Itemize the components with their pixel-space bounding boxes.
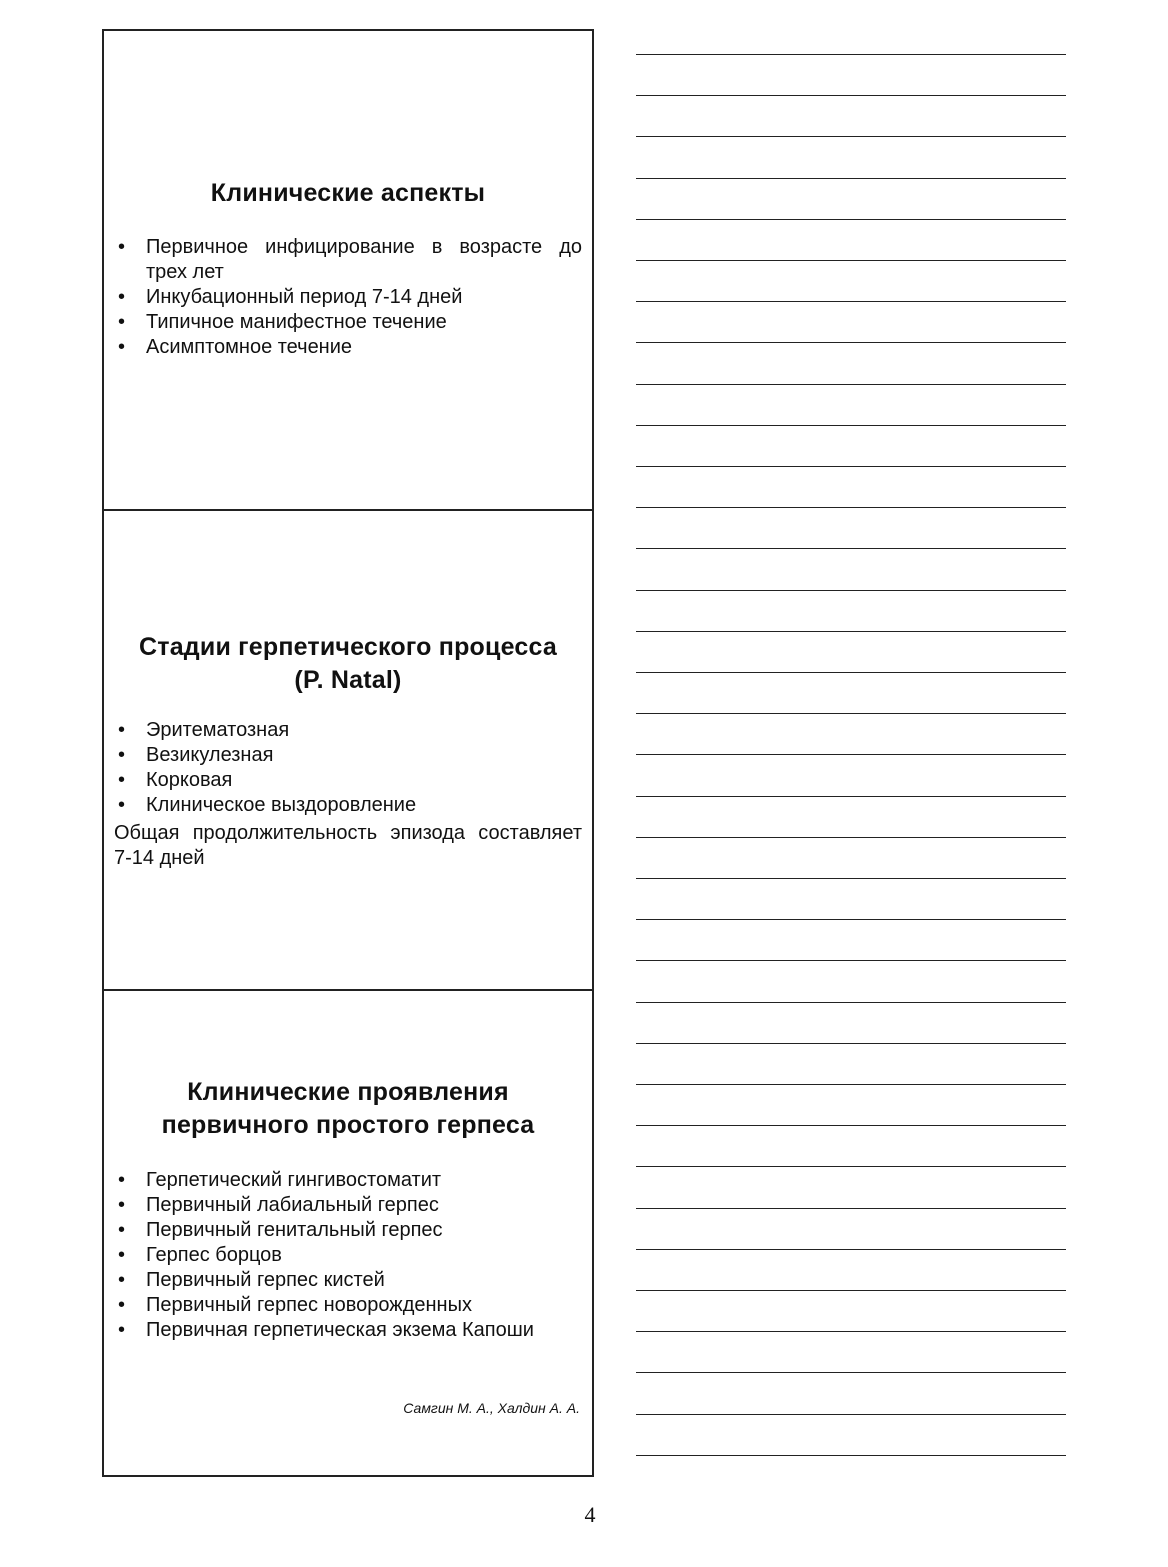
slide-herpes-stages: [104, 509, 592, 989]
slide-title-line-1: Стадии герпетического процесса: [139, 633, 557, 661]
list-item: • Корковая: [114, 768, 582, 793]
note-line: [636, 219, 1066, 220]
note-line: [636, 919, 1066, 920]
bullet-list: [114, 235, 582, 360]
note-line: [636, 878, 1066, 879]
list-item: • Первичный лабиальный герпес: [114, 1193, 582, 1218]
slide-title: [104, 631, 592, 697]
list-item: • Типичное манифестное течение: [114, 310, 582, 335]
note-line: [636, 136, 1066, 137]
page-number: 4: [584, 1502, 596, 1527]
list-item: • Первичный генитальный герпес: [114, 1218, 582, 1243]
slide-clinical-aspects: [104, 31, 592, 509]
slide-author: Самгин М. А., Халдин А. А.: [403, 1400, 580, 1416]
list-item: • Асимптомное течение: [114, 335, 582, 360]
bullet-list: [114, 1168, 582, 1343]
note-line: [636, 425, 1066, 426]
list-item: • Первичный герпес кистей: [114, 1268, 582, 1293]
note-line: [636, 1372, 1066, 1373]
note-line: [636, 960, 1066, 961]
note-line: [636, 1084, 1066, 1085]
slide-title-line-2: первичного простого герпеса: [161, 1111, 535, 1139]
note-line: [636, 466, 1066, 467]
slide-title-line-1: Клинические проявления: [187, 1078, 509, 1106]
list-item: • Первичная герпетическая экзема Капоши: [114, 1318, 582, 1343]
list-item: • Первичное инфицирование в возрасте до трех лет: [114, 235, 582, 285]
slide-primary-herpes-manifestations: [104, 989, 592, 1475]
list-item: • Клиническое выздоровление: [114, 793, 582, 818]
slides-column: [102, 29, 594, 1477]
note-line: [636, 672, 1066, 673]
note-line: [636, 1208, 1066, 1209]
note-line: [636, 301, 1066, 302]
note-line: [636, 54, 1066, 55]
note-line: [636, 384, 1066, 385]
list-item: • Везикулезная: [114, 743, 582, 768]
note-line: [636, 796, 1066, 797]
slide-title: [104, 1076, 592, 1142]
note-line: [636, 178, 1066, 179]
list-item: • Герпетический гингивостоматит: [114, 1168, 582, 1193]
note-line: [636, 1331, 1066, 1332]
note-line: [636, 1290, 1066, 1291]
note-line: [636, 1414, 1066, 1415]
note-line: [636, 1002, 1066, 1003]
notes-lines: [636, 0, 1066, 1567]
note-line: [636, 95, 1066, 96]
episode-duration-note: Общая продолжительность эпизода составляет 7-14 дней: [114, 822, 582, 869]
note-line: [636, 1043, 1066, 1044]
note-line: [636, 590, 1066, 591]
note-line: [636, 837, 1066, 838]
note-line: [636, 260, 1066, 261]
note-line: [636, 342, 1066, 343]
note-line: [636, 548, 1066, 549]
note-line: [636, 754, 1066, 755]
note-line: [636, 713, 1066, 714]
slide-title-line-2: (P. Natal): [294, 666, 402, 694]
note-line: [636, 1249, 1066, 1250]
list-item: • Эритематозная: [114, 718, 582, 743]
list-item: • Герпес борцов: [114, 1243, 582, 1268]
note-line: [636, 1166, 1066, 1167]
list-item: • Инкубационный период 7-14 дней: [114, 285, 582, 310]
list-item: • Первичный герпес новорожденных: [114, 1293, 582, 1318]
note-line: [636, 507, 1066, 508]
note-line: [636, 631, 1066, 632]
bullet-list: [114, 718, 582, 818]
note-line: [636, 1125, 1066, 1126]
slide-title: Клинические аспекты: [210, 179, 486, 207]
note-line: [636, 1455, 1066, 1456]
